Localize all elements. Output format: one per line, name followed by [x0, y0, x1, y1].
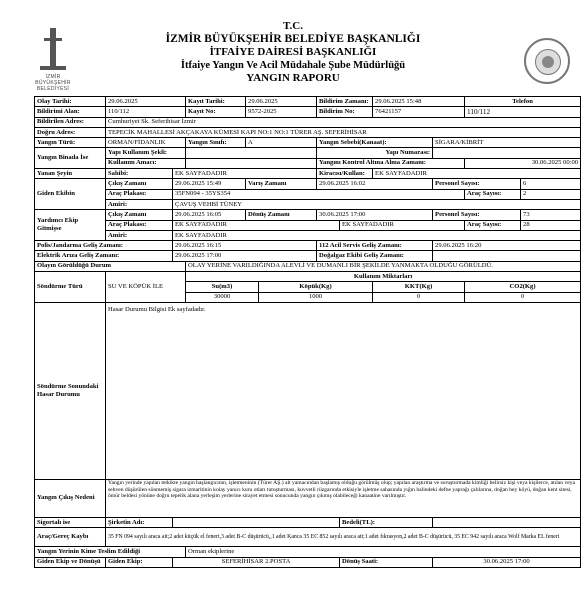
yardimci-arac-sayisi-value: 28	[521, 220, 581, 230]
report-header	[0, 20, 586, 85]
dogru-adres-label: Doğru Adres:	[35, 127, 106, 137]
giden-varis-value: 29.06.2025 16:02	[317, 179, 433, 189]
report-form-table	[34, 96, 581, 568]
giden-ekip-label: Giden Ekip:	[106, 557, 173, 567]
olay-tarihi-value: 29.06.2025	[106, 97, 186, 107]
row-bina-2	[35, 158, 581, 168]
kontrol-zamani-value: 30.06.2025 00:00	[465, 158, 581, 168]
kayit-tarihi-value: 29.06.2025	[246, 97, 317, 107]
row-donus	[35, 557, 581, 567]
kayit-no-value: 9572-2025	[246, 107, 317, 117]
servis-value: 29.06.2025 16:20	[433, 241, 581, 251]
header-tc: T.C.	[283, 20, 303, 32]
yapi-kullanim-value	[186, 148, 317, 158]
servis-label: 112 Acil Servis Geliş Zamanı:	[317, 241, 433, 251]
row-teslim	[35, 547, 581, 557]
yardimci-arac-plakasi-value: EK SAYFADADIR	[173, 220, 340, 230]
giden-ekibin-label: Giden Ekibin	[35, 179, 106, 210]
giden-cikis-value: 29.06.2025 15:49	[173, 179, 246, 189]
header-branch: İtfaiye Yangın Ve Acil Müdahale Şube Müdürlüğü	[180, 60, 406, 71]
sahibi-label: Sahibi:	[106, 169, 173, 179]
row-yardimci-3	[35, 230, 581, 240]
giden-personel-label: Personel Sayısı:	[433, 179, 521, 189]
hasar-durumu-value: Hasar Durumu Bilgisi Ek sayfadadır.	[106, 302, 581, 479]
yardimci-personel-label: Personel Sayısı:	[433, 210, 521, 220]
yapi-numarasi-value	[433, 148, 581, 158]
kayit-no-label: Kayıt No:	[186, 107, 246, 117]
polis-label: Polis/Jandarma Geliş Zamanı:	[35, 241, 173, 251]
row-hasar	[35, 302, 581, 479]
yardimci-cikis-label: Çıkış Zamanı	[106, 210, 173, 220]
sigorta-label: Sigortalı ise	[35, 517, 106, 527]
row-bildirilen-adres	[35, 117, 581, 127]
arac-kaybi-value: 35 FN 094 sayılı araca ait;2 adet küçük el feneri,3 adet B-C düşürücü,,1 adet Kanca 35 EC 852 sayılı araca ait;1 adet fıkrasyon,2 adet B-C düşürücü, 35 EC 942 sayılı araca Wolf Marka EL feneri	[106, 528, 581, 547]
olay-tarihi-label: Olay Tarihi:	[35, 97, 106, 107]
yardimci-cikis-value: 29.06.2025 16:05	[173, 210, 246, 220]
bildirim-no-label: Bildirim No:	[317, 107, 373, 117]
yardimci-amiri-value: EK SAYFADADIR	[173, 230, 581, 240]
logo-left-text: İZMİR BÜYÜKŞEHİR BELEDİYESİ	[35, 74, 71, 92]
row-sigorta	[35, 517, 581, 527]
yangin-sebebi-value: SİGARA/KİBRİT	[433, 138, 581, 148]
yardimci-arac-plakasi-label: Araç Plakası:	[106, 220, 173, 230]
row-giden-3	[35, 199, 581, 209]
row-giden-1	[35, 179, 581, 189]
teslim-value: Orman ekiplerine	[186, 547, 581, 557]
kiraci-label: Kiracısı/Kullan:	[317, 169, 373, 179]
sirket-adi-label: Şirketin Adı:	[106, 517, 173, 527]
kullanim-amaci-label: Kullanım Amacı:	[106, 158, 186, 168]
telefon-label: Telefon	[465, 97, 581, 107]
bildirimi-alan-label: Bildirimi Alan:	[35, 107, 106, 117]
yardimci-arac-sayisi-label: Araç Sayısı:	[465, 220, 521, 230]
giden-personel-value: 6	[521, 179, 581, 189]
yardimci-arac-plakasi-value-2: EK SAYFADADIR	[340, 220, 465, 230]
kkt-value: 0	[373, 292, 465, 302]
kkt-header: KKT(Kg)	[373, 282, 465, 292]
giden-arac-sayisi-label: Araç Sayısı:	[465, 189, 521, 199]
giden-varis-label: Varış Zamanı	[246, 179, 317, 189]
bildirim-no-value: 76421157	[373, 107, 465, 117]
yangin-turu-value: ORMAN/FİDANLIK	[106, 138, 186, 148]
giden-arac-sayisi-value: 2	[521, 189, 581, 199]
row-olayin-gorulugu	[35, 261, 581, 271]
giden-cikis-label: Çıkış Zamanı	[106, 179, 173, 189]
polis-value: 29.06.2025 16:15	[173, 241, 317, 251]
giden-amiri-value: ÇAVUŞ VEHBİ TÜNEY	[173, 199, 581, 209]
giden-ekip-donus-label: Giden Ekip ve Dönüşü	[35, 557, 106, 567]
row-cikis-nedeni	[35, 479, 581, 517]
row-dates	[35, 97, 581, 107]
su-header: Su(m3)	[186, 282, 259, 292]
yangin-sinifi-value: A	[246, 138, 317, 148]
yangin-turu-label: Yangın Türü:	[35, 138, 106, 148]
dogru-adres-value: TEPECİK MAHALLESİ AKÇAKAYA KÜMESİ KAPI NO:1 NO:1 TÜRER AŞ. SEFERİHİSAR	[106, 127, 581, 137]
yanan-sey-label: Yanan Şeyin	[35, 169, 106, 179]
header-department: İTFAİYE DAİRESİ BAŞKANLIĞI	[209, 46, 377, 58]
sirket-adi-value	[173, 517, 340, 527]
cikis-nedeni-label: Yangın Çıkış Nedeni	[35, 479, 106, 517]
row-dogru-adres	[35, 127, 581, 137]
arac-kaybi-label: Araç/Gereç Kaybı	[35, 528, 106, 547]
dogalgaz-label: Doğalgaz Ekibi Geliş Zamanı:	[317, 251, 433, 261]
row-elektrik	[35, 251, 581, 261]
row-sondurme-1	[35, 272, 581, 282]
row-yardimci-1	[35, 210, 581, 220]
bildirilen-adres-value: Cumhuriyet Sk. Seferihisar İzmir	[106, 117, 581, 127]
co2-value: 0	[465, 292, 581, 302]
teslim-label: Yangın Yerinin Kime Teslim Edildiği	[35, 547, 186, 557]
yapi-numarasi-label: Yapı Numarası:	[317, 148, 433, 158]
elektrik-value: 29.06.2025 17:00	[173, 251, 317, 261]
yangin-sinifi-label: Yangın Sınıfı:	[186, 138, 246, 148]
row-polis	[35, 241, 581, 251]
yardimci-amiri-label: Amiri:	[106, 230, 173, 240]
bildirim-zamani-value: 29.06.2025 15:48	[373, 97, 465, 107]
row-yanan-sey	[35, 169, 581, 179]
telefon-value: 110/112	[465, 107, 581, 117]
row-bina-1	[35, 148, 581, 158]
yardimci-donus-value: 30.06.2025 17:00	[317, 210, 433, 220]
bedel-value	[433, 517, 581, 527]
kopuk-value: 1000	[259, 292, 373, 302]
yangin-binada-label: Yangın Binada İse	[35, 148, 106, 169]
row-yardimci-2	[35, 220, 581, 230]
donus-saati-label: Dönüş Saati:	[340, 557, 433, 567]
bildirimi-alan-value: 110/112	[106, 107, 186, 117]
bildirilen-adres-label: Bildirilen Adres:	[35, 117, 106, 127]
giden-arac-plakasi-label: Araç Plakası:	[106, 189, 173, 199]
sahibi-value: EK SAYFADADIR	[173, 169, 317, 179]
kopuk-header: Köpük(Kg)	[259, 282, 373, 292]
row-arac-kaybi	[35, 528, 581, 547]
kullanim-miktarlari-label: Kullanım Miktarları	[186, 272, 581, 282]
yangin-sebebi-label: Yangın Sebebi(Kanaat):	[317, 138, 433, 148]
olayin-gorulugu-value: OLAY YERİNE VARILDIĞINDA ALEVLİ VE DUMANLI BİR ŞEKİLDE YANMAKTA OLDUĞU GÖRÜLDÜ.	[186, 261, 581, 271]
dogalgaz-value	[433, 251, 581, 261]
giden-amiri-label: Amiri:	[106, 199, 173, 209]
kontrol-zamani-label: Yangını Kontrol Altına Alma Zamanı:	[317, 158, 465, 168]
sondurme-turu-value: SU VE KÖPÜK İLE	[106, 272, 186, 303]
su-value: 30000	[186, 292, 259, 302]
kullanim-amaci-value	[186, 158, 317, 168]
donus-saati-value: 30.06.2025 17:00	[433, 557, 581, 567]
yardimci-ekip-label: Yardımcı Ekip Gitmişse	[35, 210, 106, 241]
header-municipality: İZMİR BÜYÜKŞEHİR BELEDİYE BAŞKANLIĞI	[165, 33, 421, 45]
row-notifier	[35, 107, 581, 117]
yardimci-donus-label: Dönüş Zamanı	[246, 210, 317, 220]
row-yangin-turu	[35, 138, 581, 148]
yardimci-personel-value: 73	[521, 210, 581, 220]
row-giden-2	[35, 189, 581, 199]
bildirim-zamani-label: Bildirim Zamanı:	[317, 97, 373, 107]
cikis-nedeni-value: Yangın yerinde yapılan tetkikte yangın başlangıcının, işletmeninin (Türer AŞ.) alt yamacından başlamış olduğu görülmüş olup; yapılan araştırma ve soruşturmada kimliği belirsiz kişi veya kişilerce, atılan veya sebven düşürülen sönmemiş sigara izmaritinin kolay yanıcı kuru otları tutuşturması, kuvvetli rüzgarında etkisiyle işletme sahasında yığın halindeki defne yaprağı çalılarına, doğan bey köyü, doğan kent sitesi, ömür beldesi yönüne doğru tepelik alana yerleşim yerlerine sirayet etmesi sonucunda yangın çıkmış olabileceği kanaatine varılmıştır.	[106, 479, 581, 517]
co2-header: CO2(Kg)	[465, 282, 581, 292]
yapi-kullanim-label: Yapı Kullanım Şekli:	[106, 148, 186, 158]
olayin-gorulugu-label: Olayın Görüldüğü Durum	[35, 261, 186, 271]
giden-arac-plakasi-value: 35FN094 - 35YS354	[173, 189, 465, 199]
kiraci-value: EK SAYFADADIR	[373, 169, 581, 179]
hasar-durumu-label: Söndürme Sonundaki Hasar Durumu	[35, 302, 106, 479]
kayit-tarihi-label: Kayıt Tarihi:	[186, 97, 246, 107]
giden-ekip-value: SEFERİHİSAR 2.POSTA	[173, 557, 340, 567]
sondurme-turu-label: Söndürme Türü	[35, 272, 106, 303]
elektrik-label: Elektrik Arıza Geliş Zamanı:	[35, 251, 173, 261]
page-title: YANGIN RAPORU	[246, 72, 340, 84]
bedel-label: Bedeli(TL):	[340, 517, 433, 527]
